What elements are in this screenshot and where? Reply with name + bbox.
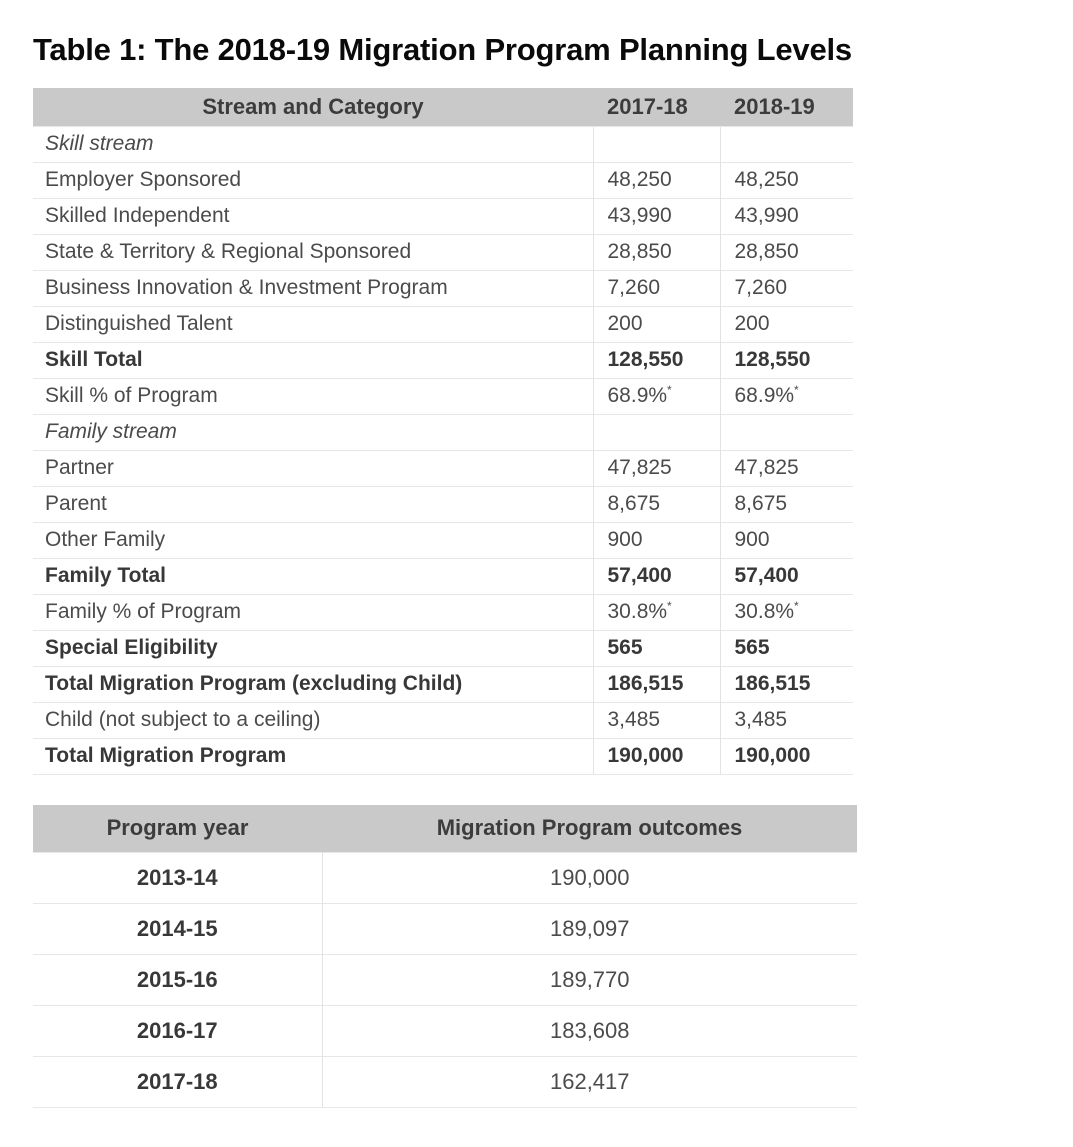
category-cell: Partner: [33, 450, 593, 486]
outcome-value-cell: 162,417: [322, 1057, 857, 1108]
program-year-cell: 2014-15: [33, 904, 322, 955]
value-cell: 43,990: [720, 198, 853, 234]
value-cell: 30.8%*: [720, 594, 853, 630]
planning-table-row: [33, 450, 853, 486]
planning-table-row: [33, 486, 853, 522]
category-cell: Distinguished Talent: [33, 306, 593, 342]
page-title: Table 1: The 2018-19 Migration Program Planning Levels: [33, 32, 852, 67]
value-cell: [593, 126, 720, 162]
planning-table-row: [33, 522, 853, 558]
value-cell: 565: [593, 630, 720, 666]
value-cell: 47,825: [593, 450, 720, 486]
column-header-migration-program-outcomes: Migration Program outcomes: [322, 805, 857, 853]
value-cell: 190,000: [593, 738, 720, 774]
value-cell: 57,400: [720, 558, 853, 594]
planning-header-row: [33, 88, 853, 126]
program-year-cell: 2016-17: [33, 1006, 322, 1057]
planning-levels-table: [33, 88, 853, 775]
column-header-2017-18: 2017-18: [593, 88, 720, 126]
value-cell: 48,250: [593, 162, 720, 198]
planning-table-row: [33, 666, 853, 702]
value-cell: 900: [720, 522, 853, 558]
value-cell: 7,260: [593, 270, 720, 306]
column-header-stream-and-category: Stream and Category: [33, 88, 593, 126]
footnote-asterisk: *: [667, 383, 672, 397]
column-header-program-year: Program year: [33, 805, 322, 853]
value-cell: 28,850: [593, 234, 720, 270]
outcomes-table-row: [33, 1006, 857, 1057]
outcome-value-cell: 183,608: [322, 1006, 857, 1057]
value-cell: 3,485: [593, 702, 720, 738]
planning-table-row: [33, 702, 853, 738]
outcomes-table-row: [33, 853, 857, 904]
value-cell: 3,485: [720, 702, 853, 738]
category-cell: Other Family: [33, 522, 593, 558]
planning-table-row: [33, 162, 853, 198]
category-cell: State & Territory & Regional Sponsored: [33, 234, 593, 270]
outcomes-table-row: [33, 1057, 857, 1108]
category-cell: Employer Sponsored: [33, 162, 593, 198]
value-cell: 43,990: [593, 198, 720, 234]
outcome-value-cell: 189,770: [322, 955, 857, 1006]
program-year-cell: 2015-16: [33, 955, 322, 1006]
value-cell: 68.9%*: [720, 378, 853, 414]
value-cell: [720, 414, 853, 450]
value-cell: [593, 414, 720, 450]
value-cell: 30.8%*: [593, 594, 720, 630]
value-cell: 128,550: [720, 342, 853, 378]
value-cell: 200: [720, 306, 853, 342]
planning-table-row: [33, 234, 853, 270]
value-cell: 8,675: [593, 486, 720, 522]
planning-table-row: [33, 306, 853, 342]
category-cell: Business Innovation & Investment Program: [33, 270, 593, 306]
planning-table-row: [33, 558, 853, 594]
planning-table-row: [33, 270, 853, 306]
outcomes-table-body: [33, 853, 857, 1108]
planning-table-row: [33, 378, 853, 414]
planning-table-body: [33, 126, 853, 774]
category-cell: Family Total: [33, 558, 593, 594]
planning-table-row: [33, 630, 853, 666]
category-cell: Skilled Independent: [33, 198, 593, 234]
value-cell: 47,825: [720, 450, 853, 486]
planning-table-row: [33, 126, 853, 162]
footnote-asterisk: *: [794, 599, 799, 613]
category-cell: Skill stream: [33, 126, 593, 162]
outcomes-table-row: [33, 904, 857, 955]
planning-table-row: [33, 198, 853, 234]
value-cell: 48,250: [720, 162, 853, 198]
planning-table-row: [33, 738, 853, 774]
planning-table-row: [33, 342, 853, 378]
category-cell: Parent: [33, 486, 593, 522]
category-cell: Total Migration Program: [33, 738, 593, 774]
category-cell: Skill Total: [33, 342, 593, 378]
footnote-asterisk: *: [794, 383, 799, 397]
value-cell: 190,000: [720, 738, 853, 774]
outcomes-table: [33, 805, 857, 1109]
category-cell: Total Migration Program (excluding Child): [33, 666, 593, 702]
value-cell: 186,515: [720, 666, 853, 702]
planning-table-row: [33, 594, 853, 630]
value-cell: 57,400: [593, 558, 720, 594]
value-cell: 900: [593, 522, 720, 558]
category-cell: Skill % of Program: [33, 378, 593, 414]
program-year-cell: 2013-14: [33, 853, 322, 904]
footnote-asterisk: *: [667, 599, 672, 613]
value-cell: [720, 126, 853, 162]
category-cell: Family % of Program: [33, 594, 593, 630]
outcome-value-cell: 189,097: [322, 904, 857, 955]
category-cell: Family stream: [33, 414, 593, 450]
outcomes-table-row: [33, 955, 857, 1006]
value-cell: 68.9%*: [593, 378, 720, 414]
category-cell: Child (not subject to a ceiling): [33, 702, 593, 738]
planning-table-row: [33, 414, 853, 450]
column-header-2018-19: 2018-19: [720, 88, 853, 126]
category-cell: Special Eligibility: [33, 630, 593, 666]
outcomes-header-row: [33, 805, 857, 853]
outcome-value-cell: 190,000: [322, 853, 857, 904]
value-cell: 7,260: [720, 270, 853, 306]
value-cell: 8,675: [720, 486, 853, 522]
value-cell: 565: [720, 630, 853, 666]
value-cell: 28,850: [720, 234, 853, 270]
value-cell: 128,550: [593, 342, 720, 378]
program-year-cell: 2017-18: [33, 1057, 322, 1108]
value-cell: 186,515: [593, 666, 720, 702]
value-cell: 200: [593, 306, 720, 342]
